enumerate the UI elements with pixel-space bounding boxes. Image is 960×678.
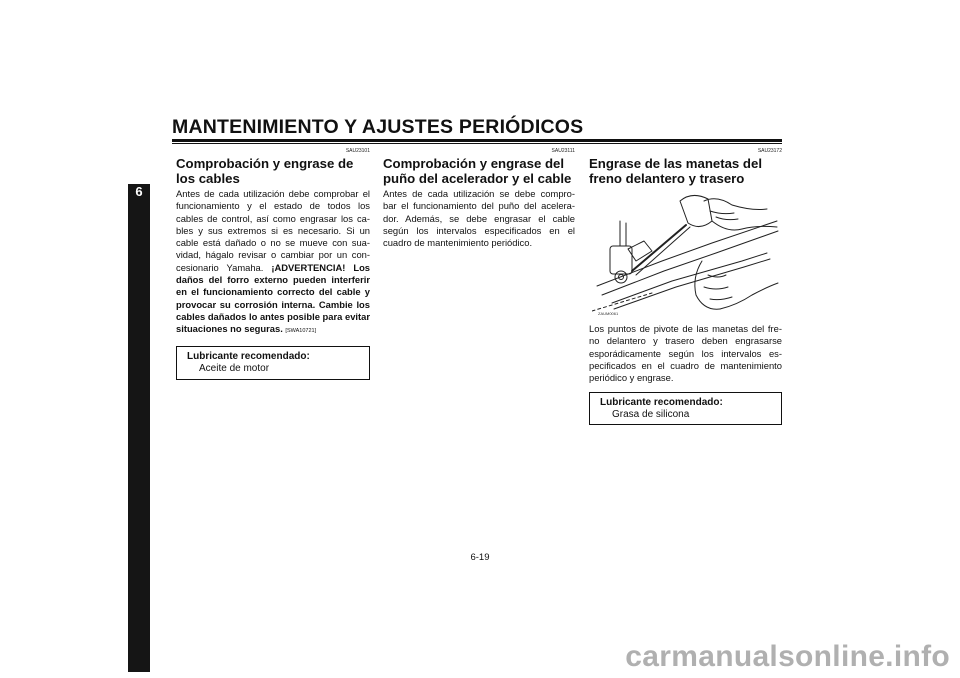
lubricant-label: Lubricante recomendado: (187, 351, 310, 362)
page-number: 6-19 (470, 552, 490, 563)
chapter-number: 6 (135, 184, 143, 199)
warning-text: ¡ADVERTENCIA! Los daños del forro externo pueden interferir en el funcionamiento correcto del cable y provocar su corrosión interna. Cambie los cables dañados lo antes posible para evitar situaciones no seguras. (176, 261, 371, 335)
column-throttle (383, 148, 575, 249)
lubricant-value: Grasa de silicona (612, 409, 690, 420)
column-brake-levers (589, 148, 782, 186)
section-body (176, 188, 370, 338)
section-code: SAU23172 (757, 148, 782, 154)
header-rule-thin (172, 143, 782, 144)
header-rule (172, 139, 782, 142)
lever-lubrication-illustration (592, 191, 782, 319)
section-code: SAU23101 (345, 148, 370, 154)
section-title: Comprobación y engrase del puño del acelerador y el cable (383, 156, 572, 186)
figure-label: ZAUM0061 (598, 311, 619, 316)
lubricant-box-oil (176, 346, 370, 380)
lubricant-value: Aceite de motor (199, 363, 270, 374)
warning-code: [SWA10721] (285, 328, 317, 335)
lubricant-box-grease (589, 392, 782, 425)
column-cables (176, 148, 370, 338)
body-text: Antes de cada utilización debe comprobar el funcionamiento y el estado de todos los cables de control, así como engrasar los ca- bles y sus extremos si es necesario. Si un cable está dañado o no se mueve con sua- vidad, hágalo revisar o cambiar por un con- cesionario Yamaha. (176, 188, 370, 273)
section-code: SAU23111 (551, 148, 575, 154)
chapter-tab (128, 184, 150, 672)
lubricant-label: Lubricante recomendado: (600, 397, 723, 408)
section-body: Antes de cada utilización se debe compro- bar el funcionamiento del puño del acelera- dor. Además, se debe engrasar el cable según los intervalos especificados en el cuadro de mantenimiento periódico. (383, 188, 575, 249)
watermark: carmanualsonline.info (625, 640, 950, 673)
page-title: MANTENIMIENTO Y AJUSTES PERIÓDICOS (172, 116, 584, 138)
section-body: Los puntos de pivote de las manetas del fre- no delantero y trasero deben engrasarse esporádicamente según los intervalos es- pecificados en el cuadro de mantenimiento periódico y engrase. (589, 323, 782, 384)
section-title: Engrase de las manetas del freno delantero y trasero (589, 156, 762, 186)
section-title: Comprobación y engrase de los cables (176, 156, 354, 186)
